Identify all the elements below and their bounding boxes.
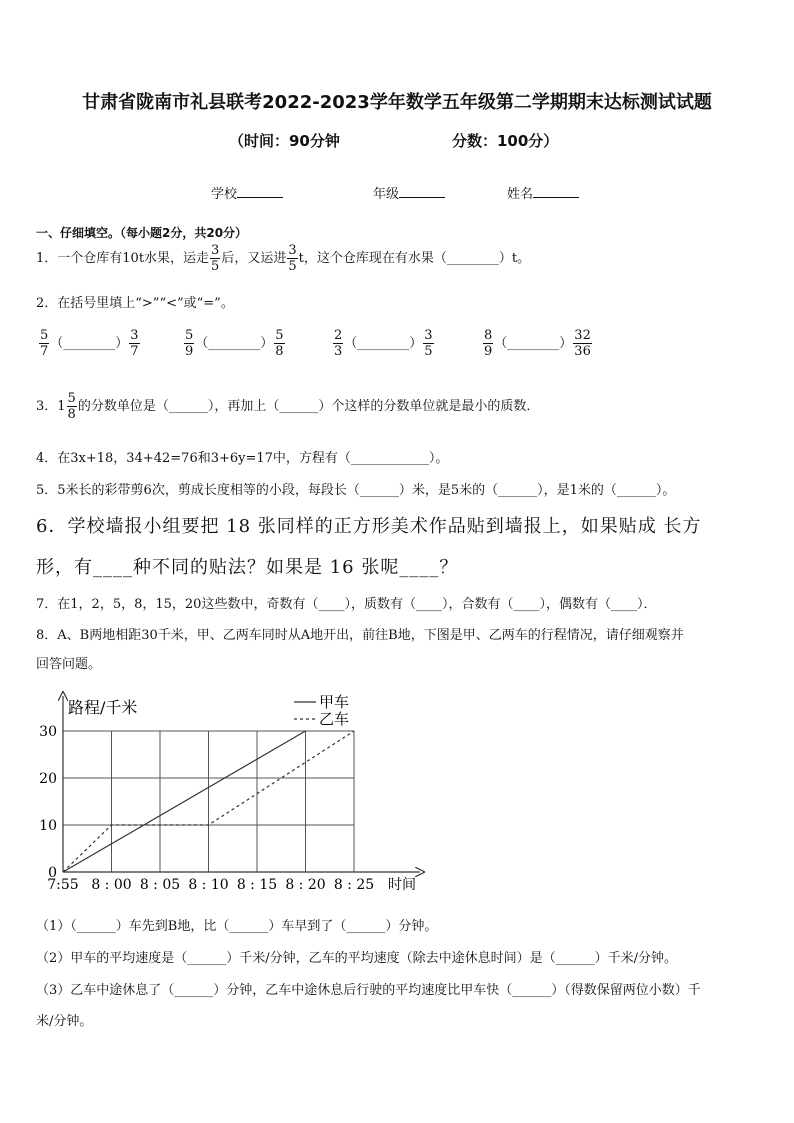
question-1: 1．一个仓库有10t水果，运走 $\frac{3}{5}$ 后，又运进 $\frac{3}{5}$ t，这个仓库现在有水果（________）t。 xyxy=(36,243,531,274)
question-8-sub2: （2）甲车的平均速度是（______）千米/分钟，乙车的平均速度（除去中途休息时间）是（______）千米/分钟。 xyxy=(36,951,678,966)
y-tick-label: 30 xyxy=(39,724,57,740)
series-line-甲车 xyxy=(63,731,306,872)
comparison-item[interactable]: $\frac{5}{7}$ （________） $\frac{3}{7}$ xyxy=(40,328,139,359)
section-heading: 一、仔细填空。（每小题2分，共20分） xyxy=(36,226,248,240)
chart-grid xyxy=(63,731,354,872)
comparison-item[interactable]: $\frac{5}{9}$ （________） $\frac{5}{8}$ xyxy=(185,328,284,359)
answer-blank: （________） xyxy=(195,336,274,351)
x-axis-label: 时间 xyxy=(388,877,416,893)
grade-blank[interactable] xyxy=(399,185,445,198)
x-tick-label: 8 : 25 xyxy=(333,877,375,893)
x-tick-label: 8 : 00 xyxy=(91,877,132,893)
comparison-item[interactable]: $\frac{8}{9}$ （________） $\frac{32}{36}$ xyxy=(484,328,591,359)
answer-blank: （________） xyxy=(50,336,129,351)
question-8-line2: 回答问题。 xyxy=(36,657,102,672)
question-6-line2: 形，有____种不同的贴法？如果是 16 张呢____？ xyxy=(36,557,459,578)
travel-chart xyxy=(30,688,430,900)
x-tick-label: 7:55 xyxy=(47,877,79,893)
fraction: $\frac{3}{5}$ xyxy=(211,243,220,274)
comparison-item[interactable]: $\frac{2}{3}$ （________） $\frac{3}{5}$ xyxy=(334,328,433,359)
name-label: 姓名 xyxy=(507,187,534,202)
answer-blank: （________） xyxy=(494,336,573,351)
question-4: 4．在3x+18，34+42=76和3+6y=17中，方程有（____________）。 xyxy=(36,451,449,466)
question-5: 5．5米长的彩带剪6次，剪成长度相等的小段，每段长（______）米，是5米的（______），是1米的（______）。 xyxy=(36,483,676,498)
chart-legend xyxy=(294,693,349,728)
exam-time: （时间：90分钟 xyxy=(229,132,340,150)
grade-field[interactable] xyxy=(373,183,445,202)
y-axis-label: 路程/千米 xyxy=(68,698,138,717)
y-tick-label: 20 xyxy=(39,771,57,787)
question-8-sub3b: 米/分钟。 xyxy=(36,1014,93,1029)
exam-score: 分数：100分） xyxy=(452,132,559,150)
fraction: $\frac{5}{8}$ xyxy=(67,391,76,422)
y-tick-label: 10 xyxy=(39,818,57,834)
x-tick-label: 8 : 15 xyxy=(236,877,278,893)
question-8-sub3a: （3）乙车中途休息了（______）分钟，乙车中途休息后行驶的平均速度比甲车快（______）（得数保留两位小数）千 xyxy=(36,983,701,998)
page-title: 甘肃省陇南市礼县联考2022-2023学年数学五年级第二学期期末达标测试试题 xyxy=(82,92,712,113)
question-2: 2．在括号里填上“>”“<”或“=”。 xyxy=(36,296,234,311)
question-6-line1: 6．学校墙报小组要把 18 张同样的正方形美术作品贴到墙报上，如果贴成 长方 xyxy=(36,516,702,537)
fraction: $\frac{3}{5}$ xyxy=(288,243,297,274)
question-7: 7．在1，2，5，8，15，20这些数中，奇数有（____），质数有（____），合数有（____），偶数有（____）． xyxy=(36,597,657,612)
grade-label: 年级 xyxy=(373,187,400,202)
y-tick-label: 0 xyxy=(48,865,57,881)
school-label: 学校 xyxy=(211,187,238,202)
question-8-sub1: （1）（______）车先到B地，比（______）车早到了（______）分钟。 xyxy=(36,919,438,934)
legend-label: 乙车 xyxy=(319,710,350,728)
x-tick-label: 8 : 05 xyxy=(139,877,181,893)
name-field[interactable] xyxy=(507,183,579,202)
name-blank[interactable] xyxy=(533,185,579,198)
question-8-line1: 8．A、B两地相距30千米，甲、乙两车同时从A地开出，前往B地，下图是甲、乙两车的行程情况，请仔细观察并 xyxy=(36,628,684,643)
school-field[interactable] xyxy=(211,183,283,202)
answer-blank: （________） xyxy=(344,336,423,351)
question-3: 3．1 $\frac{5}{8}$ 的分数单位是（______），再加上（______）个这样的分数单位就是最小的质数． xyxy=(36,391,540,422)
x-tick-label: 8 : 10 xyxy=(188,877,229,893)
school-blank[interactable] xyxy=(237,185,283,198)
x-tick-label: 8 : 20 xyxy=(285,877,326,893)
legend-label: 甲车 xyxy=(319,693,350,711)
